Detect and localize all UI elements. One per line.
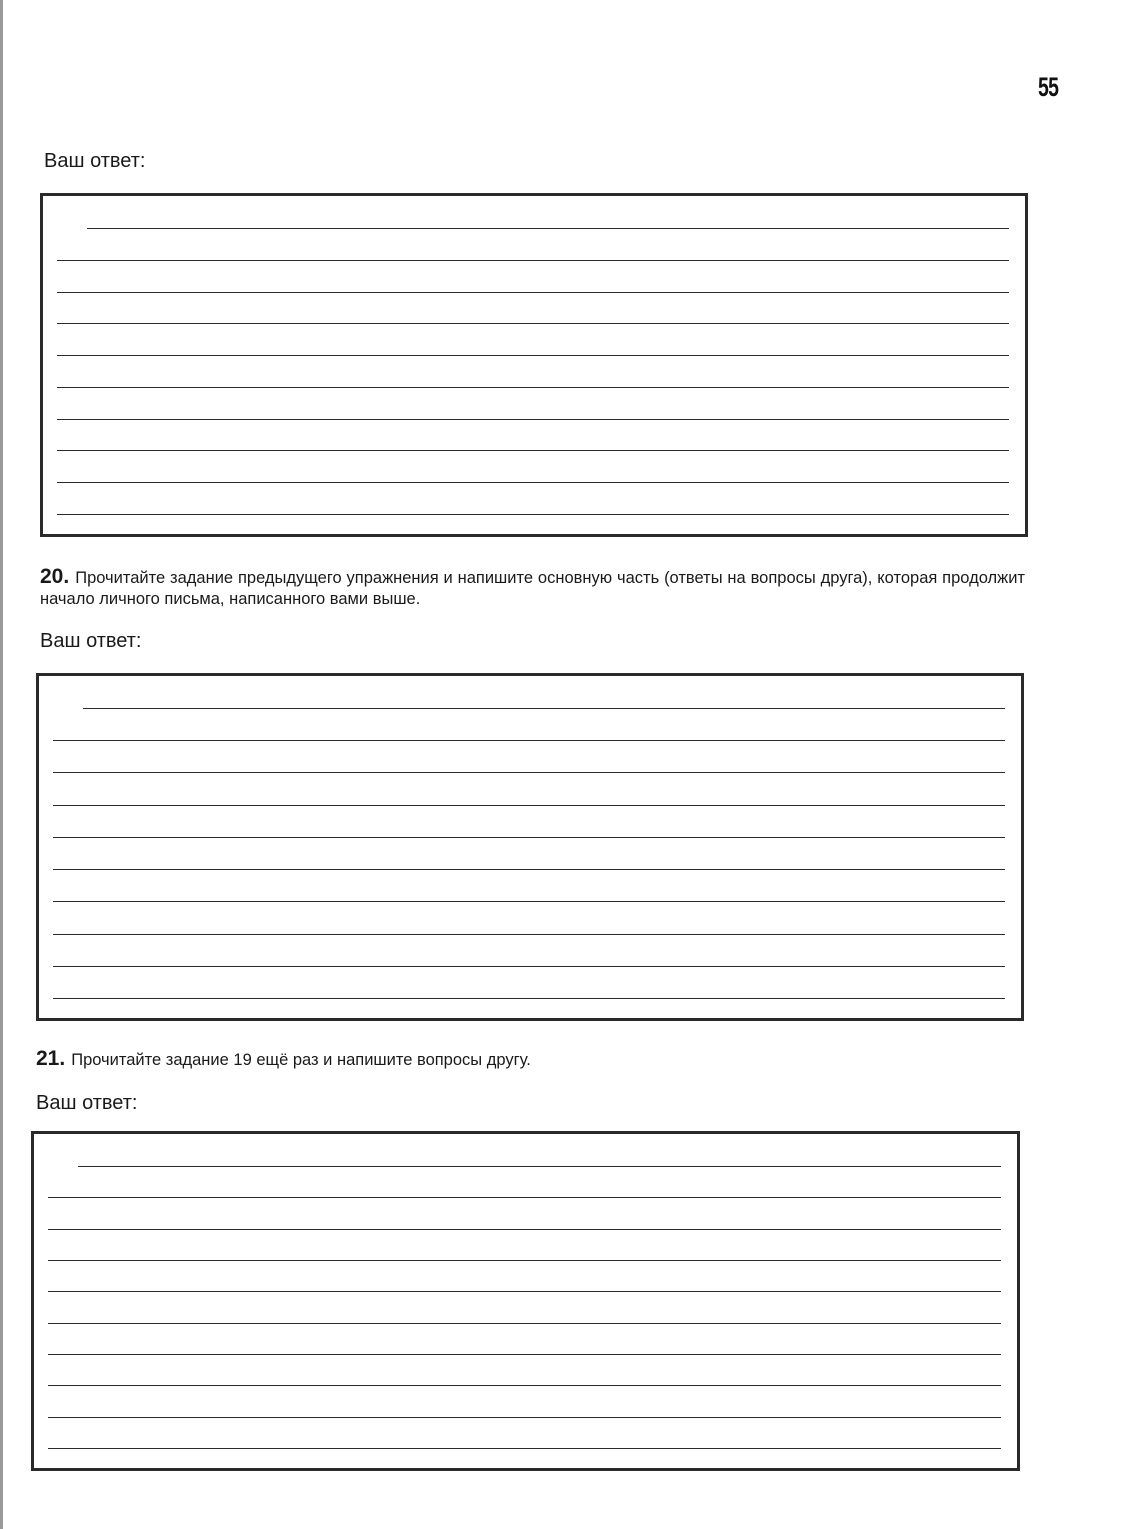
writing-line xyxy=(48,1197,1001,1198)
task-text: Прочитайте задание предыдущего упражнения и напишите основную часть (ответы на вопросы друга), которая продолжит начало личного письма, написанного вами выше. xyxy=(40,569,1025,608)
writing-line xyxy=(48,1229,1001,1230)
writing-line xyxy=(53,837,1005,838)
writing-line xyxy=(48,1417,1001,1418)
answer-label: Ваш ответ: xyxy=(44,150,146,172)
answer-box-20[interactable] xyxy=(36,673,1024,1021)
writing-line xyxy=(57,419,1009,420)
writing-line xyxy=(48,1354,1001,1355)
writing-line xyxy=(53,740,1005,741)
answer-box-21[interactable] xyxy=(31,1131,1020,1471)
writing-line xyxy=(57,323,1009,324)
writing-line xyxy=(57,292,1009,293)
writing-line xyxy=(48,1260,1001,1261)
task-number: 21. xyxy=(36,1047,66,1070)
writing-line xyxy=(57,387,1009,388)
writing-line xyxy=(48,1385,1001,1386)
writing-line xyxy=(53,998,1005,999)
writing-line xyxy=(53,772,1005,773)
writing-line xyxy=(83,708,1005,709)
writing-line xyxy=(57,482,1009,483)
writing-line xyxy=(53,869,1005,870)
writing-line xyxy=(57,355,1009,356)
writing-line xyxy=(57,450,1009,451)
page-edge xyxy=(0,0,3,1529)
task-21 xyxy=(36,1048,1021,1071)
task-text: Прочитайте задание 19 ещё раз и напишите вопросы другу. xyxy=(71,1051,531,1069)
writing-line xyxy=(57,260,1009,261)
writing-line xyxy=(48,1291,1001,1292)
writing-line xyxy=(87,228,1009,229)
page-number: 55 xyxy=(1038,72,1059,102)
task-20 xyxy=(40,566,1025,610)
answer-label: Ваш ответ: xyxy=(40,630,142,652)
writing-line xyxy=(57,514,1009,515)
writing-line xyxy=(53,934,1005,935)
writing-line xyxy=(48,1448,1001,1449)
answer-box-19[interactable] xyxy=(40,193,1028,537)
task-number: 20. xyxy=(40,565,70,588)
writing-line xyxy=(48,1323,1001,1324)
writing-line xyxy=(78,1166,1001,1167)
writing-line xyxy=(53,901,1005,902)
answer-label: Ваш ответ: xyxy=(36,1092,138,1114)
writing-line xyxy=(53,805,1005,806)
writing-line xyxy=(53,966,1005,967)
